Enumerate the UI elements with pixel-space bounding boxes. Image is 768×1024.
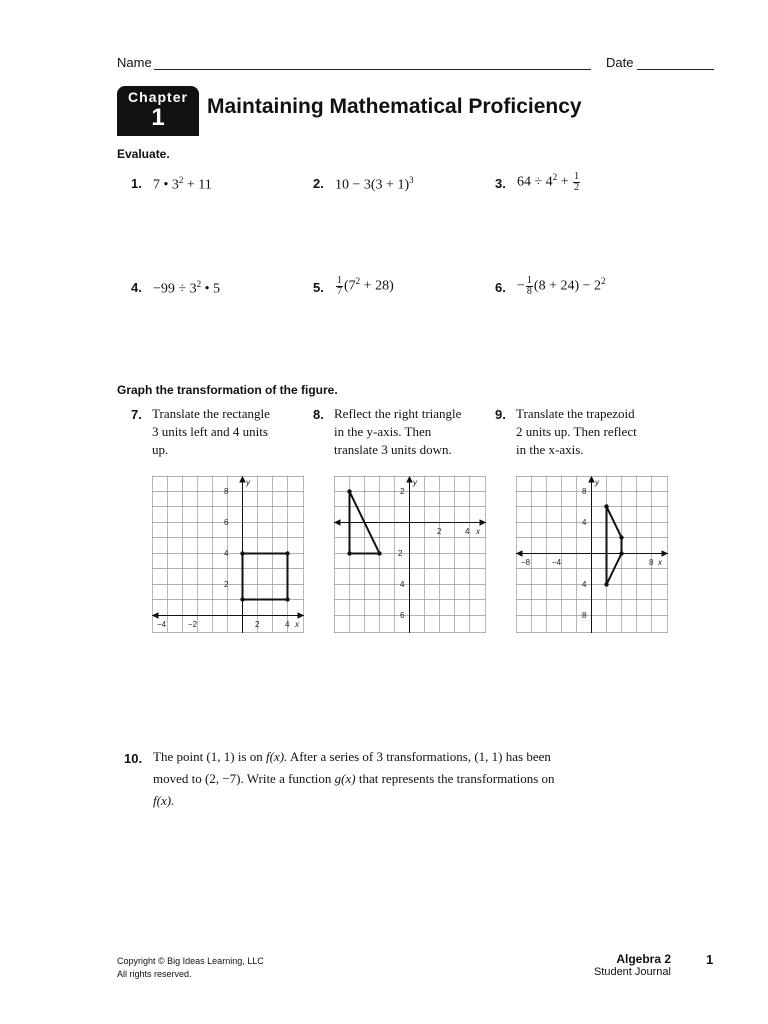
problem-8-instructions: Reflect the right triangle in the y-axis. Then translate 3 units down. [334,406,462,457]
problem-10-line1a: The point (1, 1) is on [153,749,263,764]
problem-2-number: 2. [313,176,324,191]
rectangle-figure [240,551,289,601]
x-tick-labels [437,527,470,536]
tick-label: 8 [582,487,587,496]
axis-label-y: y [413,478,417,487]
y-tick-labels [224,487,229,589]
vertex-point [347,551,351,555]
x-tick-labels [521,558,654,567]
copyright-text: Copyright © Big Ideas Learning, LLC [117,956,264,966]
problem-9-instructions: Translate the trapezoid 2 units up. Then reflect in the x-axis. [516,406,637,457]
axis-label-y: y [595,478,599,487]
name-label: Name [117,55,152,70]
tick-label: 8 [224,487,229,496]
graph-8[interactable] [334,476,486,633]
axes [334,477,486,633]
problem-8-number: 8. [313,407,324,422]
problem-5-number: 5. [313,280,324,295]
axis-label-x: x [295,620,299,629]
tick-label: 4 [582,580,587,589]
problem-1-number: 1. [131,176,142,191]
tick-label: 6 [400,611,405,620]
page-title: Maintaining Mathematical Proficiency [207,95,582,118]
footer-book [560,952,671,978]
vertex-point [604,582,608,586]
vertex-point [377,551,381,555]
problem-4-number: 4. [131,280,142,295]
vertex-point [604,504,608,508]
tick-label: 8 [582,611,587,620]
function-g: g(x) [334,771,356,786]
axis-label-x: x [658,558,662,567]
tick-label: 4 [400,580,405,589]
tick-label: 4 [285,620,290,629]
problem-7-instructions: Translate the rectangle 3 units left and 4 units up. [152,406,270,457]
x-tick-labels [157,620,290,629]
problem-3-number: 3. [495,176,506,191]
graph-7[interactable] [152,476,304,633]
graph-heading: Graph the transformation of the figure. [117,383,338,397]
vertex-point [240,551,244,555]
date-label: Date [606,55,634,70]
problem-10-line1c: After a series of 3 transformations, (1, 1) has been [289,749,551,764]
tick-label: 2 [255,620,260,629]
tick-label: 2 [400,487,405,496]
problem-4-expression: $-99 \div 3^2$ • 5 [153,279,220,297]
chapter-badge [117,86,199,136]
trapezoid-figure [604,504,623,586]
tick-label: 4 [465,527,470,536]
problem-3-expression: $64 \div 4^2$ + $\frac{1}{2}$ [517,171,580,193]
problem-6-expression: − $\frac{1}{8}$ $(8 + 24) - 2^2$ [517,275,606,297]
problem-7-number: 7. [131,407,142,422]
chapter-label: Chapter [128,89,188,105]
problem-6-number: 6. [495,280,506,295]
tick-label: 2 [437,527,442,536]
tick-label: 6 [224,518,229,527]
footer-copyright [117,955,264,981]
problem-1-expression: 7 • $3^2 + 11$ [153,175,212,193]
book-title: Algebra 2 [616,952,671,966]
tick-label: 4 [224,549,229,558]
graph-9[interactable] [516,476,668,633]
evaluate-heading: Evaluate. [117,147,170,161]
problem-2-expression: $10 - 3(3 + 1)^3$ [335,175,414,193]
problem-9-number: 9. [495,407,506,422]
vertex-point [285,551,289,555]
axis-label-y: y [246,478,250,487]
tick-label: −4 [552,558,562,567]
chapter-number: 1 [151,104,165,131]
date-field[interactable] [637,69,714,70]
vertex-point [285,597,289,601]
tick-label: 8 [649,558,654,567]
tick-label: 2 [398,549,403,558]
tick-label: 2 [224,580,229,589]
axes [516,477,668,633]
tick-label: −2 [188,620,198,629]
vertex-point [347,489,351,493]
tick-label: −4 [157,620,167,629]
vertex-point [619,535,623,539]
tick-label: −8 [521,558,531,567]
journal-title: Student Journal [593,966,671,978]
problem-10-line2c: that represents the transformations on [358,771,555,786]
page-number: 1 [706,952,714,967]
problem-10-number: 10. [124,751,143,766]
vertex-point [240,597,244,601]
tick-label: 4 [582,518,587,527]
function-f-end: f(x). [153,793,175,808]
problem-10-line2a: moved to (2, −7). Write a function [153,771,332,786]
function-f: f(x). [266,749,288,764]
problem-5-expression: $\frac{1}{7}$ $(7^2 + 28)$ [337,275,394,297]
vertex-point [619,551,623,555]
problem-10-text [153,746,623,812]
name-field[interactable] [154,69,591,70]
rights-text: All rights reserved. [117,969,192,979]
axis-label-x: x [476,527,480,536]
